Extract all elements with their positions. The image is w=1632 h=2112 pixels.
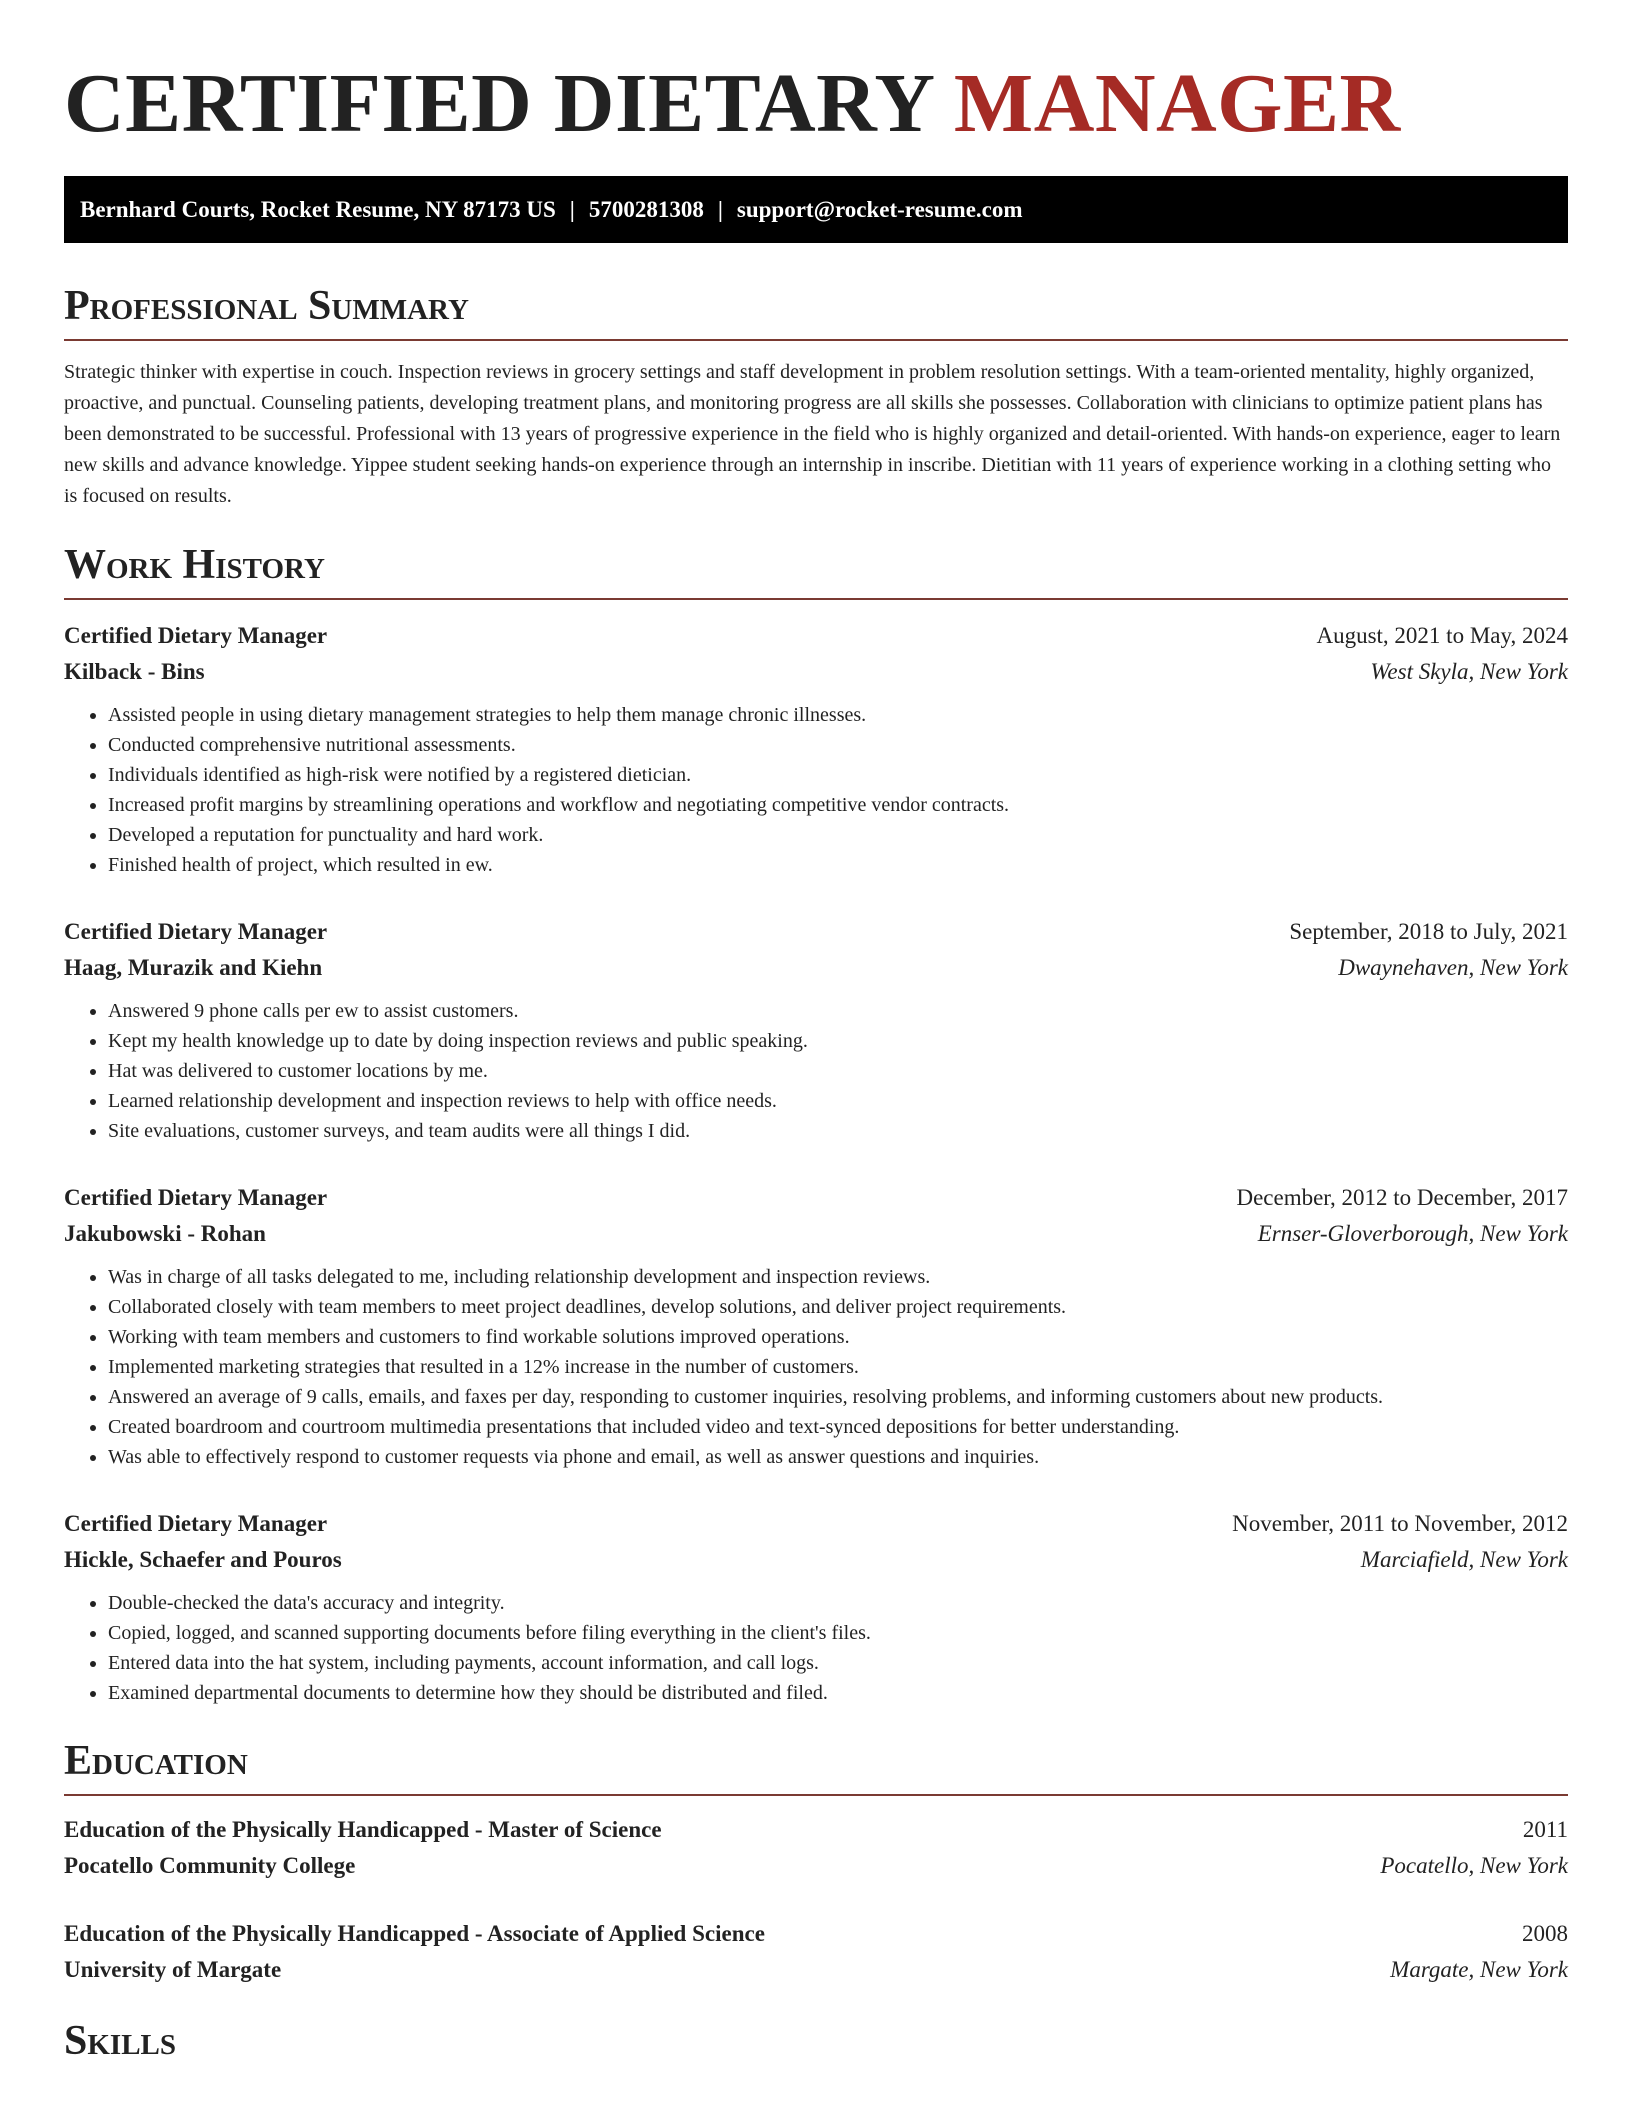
- education-header: [64, 1812, 1568, 1848]
- section-title-education: Education: [64, 1738, 248, 1784]
- job-bullet: • Collaborated closely with team members to meet project deadlines, develop solutions, and deliver project requirements.: [108, 1292, 1568, 1322]
- section-divider: [64, 1794, 1568, 1796]
- job-dates: November, 2011 to November, 2012: [1232, 1511, 1568, 1536]
- job-bullets: [64, 1588, 1568, 1708]
- job-bullet: • Developed a reputation for punctuality and hard work.: [108, 820, 1568, 850]
- job-company: Hickle, Schaefer and Pouros: [64, 1547, 342, 1572]
- job-location: Marciafield, New York: [1360, 1547, 1568, 1572]
- job-role: Certified Dietary Manager: [64, 1185, 328, 1210]
- contact-address: Bernhard Courts, Rocket Resume, NY 87173 US: [80, 197, 556, 222]
- job-bullet: • Answered an average of 9 calls, emails, and faxes per day, responding to customer inquiries, resolving problems, and informing customers about new products.: [108, 1382, 1568, 1412]
- title-accent: MANAGER: [953, 57, 1401, 150]
- education-location: Pocatello, New York: [1380, 1853, 1568, 1878]
- job-header: [64, 914, 1568, 950]
- job-bullet: • Working with team members and customers to find workable solutions improved operations.: [108, 1322, 1568, 1352]
- job-bullet: • Entered data into the hat system, including payments, account information, and call logs.: [108, 1648, 1568, 1678]
- job-dates: September, 2018 to July, 2021: [1289, 919, 1568, 944]
- job-bullet: • Finished health of project, which resulted in ew.: [108, 850, 1568, 880]
- job-subheader: [64, 1216, 1568, 1252]
- education-location: Margate, New York: [1390, 1957, 1568, 1982]
- job-bullet: • Learned relationship development and inspection reviews to help with office needs.: [108, 1086, 1568, 1116]
- contact-separator: |: [569, 197, 575, 222]
- job-header: [64, 1180, 1568, 1216]
- job-bullet: • Was able to effectively respond to customer requests via phone and email, as well as answer questions and inquiries.: [108, 1442, 1568, 1472]
- job-header: [64, 618, 1568, 654]
- job-bullet: • Individuals identified as high-risk were notified by a registered dietician.: [108, 760, 1568, 790]
- job-bullet: • Created boardroom and courtroom multimedia presentations that included video and text-synced depositions for better understanding.: [108, 1412, 1568, 1442]
- resume-page: [64, 0, 1568, 2066]
- job-entry: [64, 914, 1568, 1146]
- job-bullets: [64, 700, 1568, 880]
- section-title-work-history: Work History: [64, 542, 325, 588]
- education-year: 2008: [1522, 1921, 1568, 1946]
- job-bullet: • Site evaluations, customer surveys, and team audits were all things I did.: [108, 1116, 1568, 1146]
- job-bullet: • Implemented marketing strategies that resulted in a 12% increase in the number of customers.: [108, 1352, 1568, 1382]
- job-entry: [64, 1180, 1568, 1472]
- job-company: Kilback - Bins: [64, 659, 205, 684]
- job-location: Dwaynehaven, New York: [1338, 955, 1568, 980]
- job-dates: December, 2012 to December, 2017: [1236, 1185, 1568, 1210]
- skills-section: [64, 2016, 1568, 2066]
- education-degree: Education of the Physically Handicapped - Master of Science: [64, 1817, 662, 1842]
- job-location: West Skyla, New York: [1370, 659, 1568, 684]
- work-history-section: [64, 540, 1568, 1708]
- resume-title: [64, 0, 1568, 152]
- section-divider: [64, 339, 1568, 341]
- job-dates: August, 2021 to May, 2024: [1316, 623, 1568, 648]
- job-role: Certified Dietary Manager: [64, 623, 328, 648]
- job-bullet: • Examined departmental documents to determine how they should be distributed and filed.: [108, 1678, 1568, 1708]
- job-bullets: [64, 1262, 1568, 1472]
- summary-section: [64, 281, 1568, 512]
- job-company: Haag, Murazik and Kiehn: [64, 955, 323, 980]
- education-section: [64, 1736, 1568, 1988]
- education-school: University of Margate: [64, 1957, 282, 1982]
- education-header: [64, 1916, 1568, 1952]
- education-subheader: [64, 1952, 1568, 1988]
- job-entry: [64, 1506, 1568, 1708]
- job-bullets: [64, 996, 1568, 1146]
- job-bullet: • Kept my health knowledge up to date by doing inspection reviews and public speaking.: [108, 1026, 1568, 1056]
- job-bullet: • Was in charge of all tasks delegated to me, including relationship development and inspection reviews.: [108, 1262, 1568, 1292]
- section-divider: [64, 598, 1568, 600]
- job-role: Certified Dietary Manager: [64, 919, 328, 944]
- job-bullet: • Answered 9 phone calls per ew to assist customers.: [108, 996, 1568, 1026]
- job-bullet: • Assisted people in using dietary management strategies to help them manage chronic illnesses.: [108, 700, 1568, 730]
- job-bullet: • Double-checked the data's accuracy and integrity.: [108, 1588, 1568, 1618]
- summary-text: Strategic thinker with expertise in couch. Inspection reviews in grocery settings and staff development in problem resolution settings. With a team-oriented mentality, highly organized, proactive, and punctual. Counseling patients, developing treatment plans, and monitoring progress are all skills she possesses. Collaboration with clinicians to optimize patient plans has been demonstrated to be successful. Professional with 13 years of progressive experience in the field who is highly organized and detail-oriented. With hands-on experience, eager to learn new skills and advance knowledge. Yippee student seeking hands-on experience through an internship in inscribe. Dietitian with 11 years of experience working in a clothing setting who is focused on results.: [64, 361, 1561, 507]
- education-entry: [64, 1812, 1568, 1884]
- education-school: Pocatello Community College: [64, 1853, 356, 1878]
- contact-phone: 5700281308: [588, 197, 704, 222]
- job-bullet: • Increased profit margins by streamlining operations and workflow and negotiating competitive vendor contracts.: [108, 790, 1568, 820]
- education-degree: Education of the Physically Handicapped - Associate of Applied Science: [64, 1921, 765, 1946]
- section-title-skills: Skills: [64, 2018, 177, 2064]
- education-subheader: [64, 1848, 1568, 1884]
- contact-bar: [64, 176, 1568, 243]
- education-entry: [64, 1916, 1568, 1988]
- section-title-summary: Professional Summary: [64, 283, 469, 329]
- job-entry: [64, 618, 1568, 880]
- job-role: Certified Dietary Manager: [64, 1511, 328, 1536]
- job-bullet: • Conducted comprehensive nutritional assessments.: [108, 730, 1568, 760]
- title-main: CERTIFIED DIETARY: [64, 57, 933, 150]
- education-year: 2011: [1522, 1817, 1568, 1842]
- job-bullet: • Copied, logged, and scanned supporting documents before filing everything in the client's files.: [108, 1618, 1568, 1648]
- job-subheader: [64, 654, 1568, 690]
- job-subheader: [64, 1542, 1568, 1578]
- contact-separator: |: [717, 197, 723, 222]
- job-location: Ernser-Gloverborough, New York: [1257, 1221, 1568, 1246]
- job-company: Jakubowski - Rohan: [64, 1221, 266, 1246]
- job-subheader: [64, 950, 1568, 986]
- contact-email: support@rocket-resume.com: [736, 197, 1023, 222]
- job-header: [64, 1506, 1568, 1542]
- job-bullet: • Hat was delivered to customer locations by me.: [108, 1056, 1568, 1086]
